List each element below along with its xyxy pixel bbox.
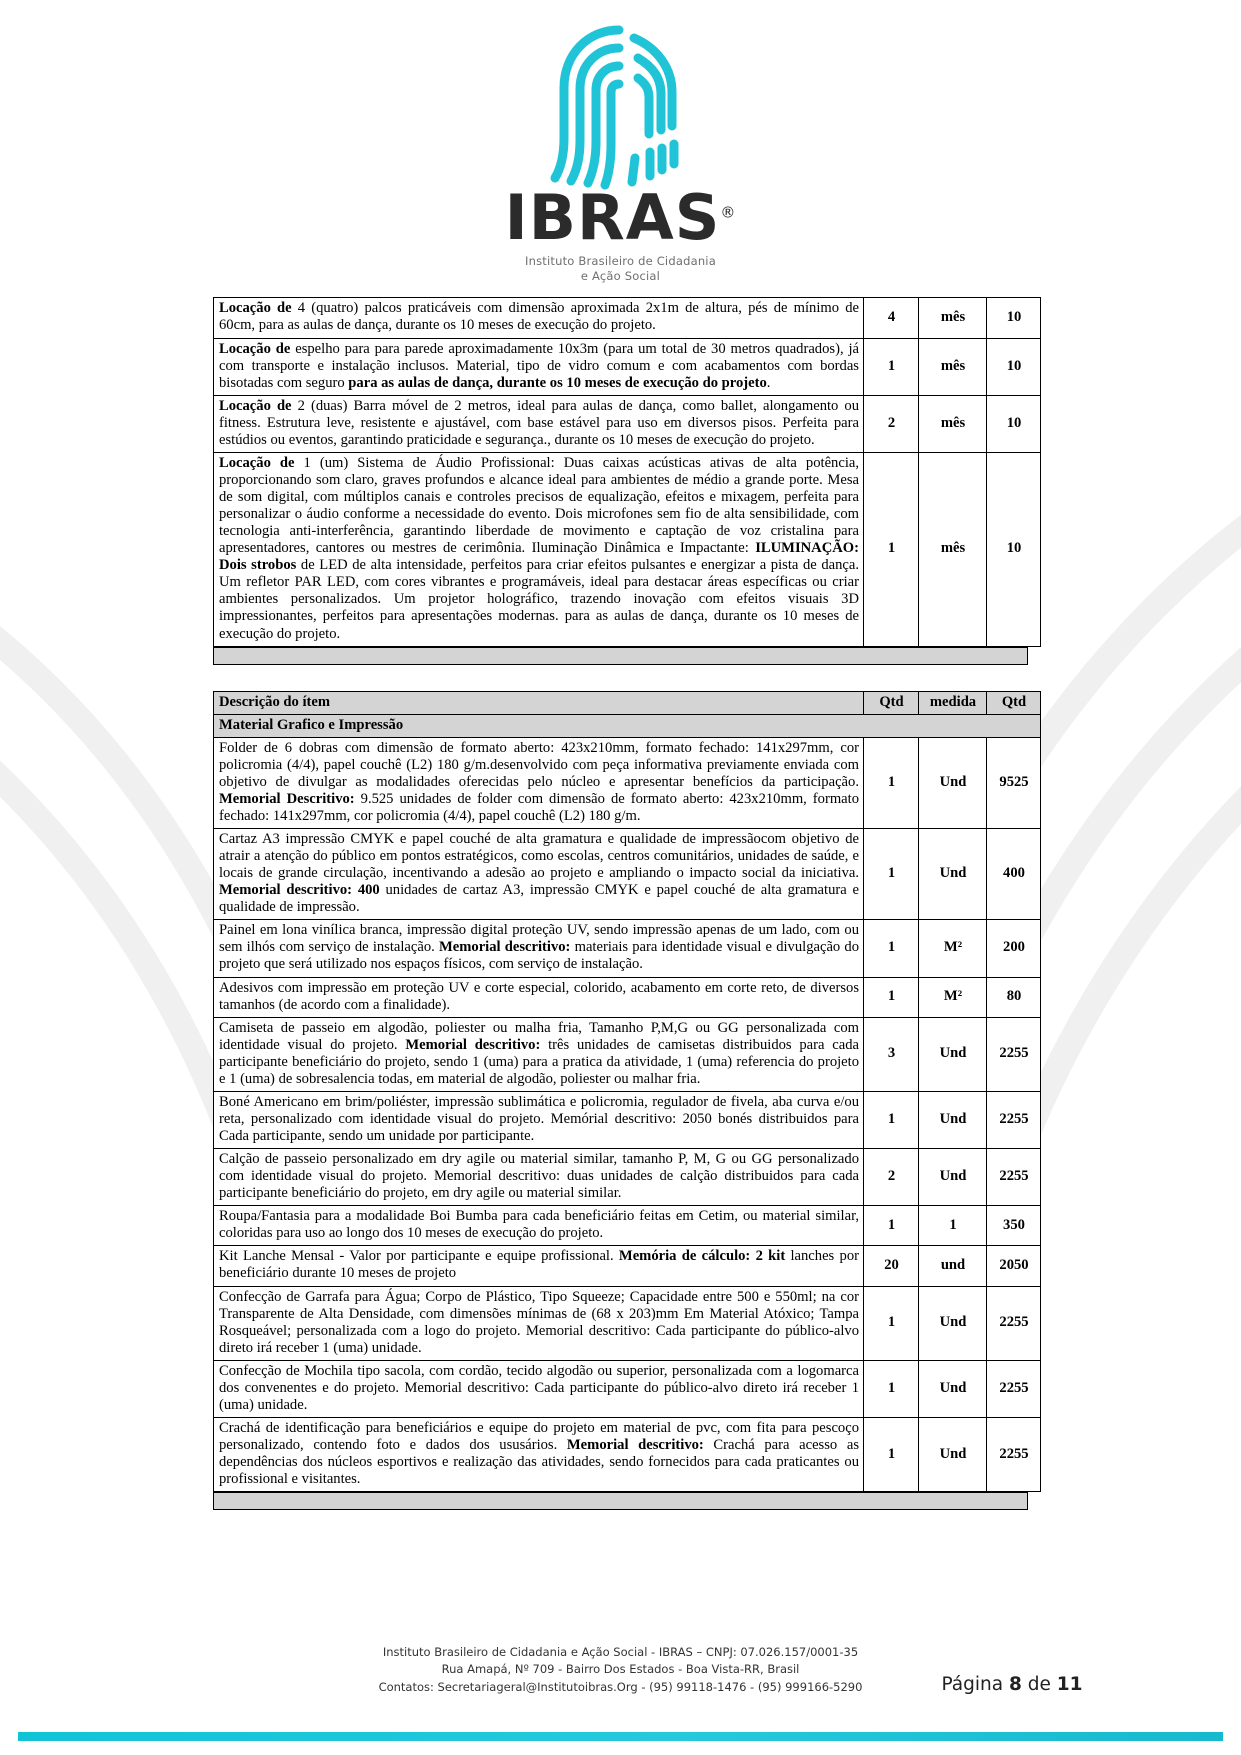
item-qtd-total: 2255 bbox=[987, 1017, 1041, 1091]
table-section-row bbox=[214, 714, 1041, 737]
locacao-table bbox=[213, 297, 1041, 646]
item-qtd-total: 350 bbox=[987, 1206, 1041, 1246]
item-description: Locação de 2 (duas) Barra móvel de 2 metros, ideal para aulas de dança, como ballet, alongamento ou fitness. Estrutura leve, resistente e ajustável, com base estável para uso em diversos pisos. Perfeita para estúdios ou eventos, garantindo praticidade e segurança., durante os 10 meses de execução do projeto. bbox=[214, 395, 864, 452]
item-qtd: 1 bbox=[864, 829, 919, 920]
description-bold-emphasis: Memorial descritivo: bbox=[405, 1036, 541, 1053]
fingerprint-icon bbox=[531, 18, 709, 193]
description-bold-emphasis: ILUMINAÇÃO: Dois strobos bbox=[219, 540, 859, 574]
table-row bbox=[214, 338, 1041, 395]
page-current: 8 bbox=[1008, 1674, 1022, 1695]
table-row bbox=[214, 737, 1041, 828]
item-medida: Und bbox=[919, 1417, 987, 1491]
table-row bbox=[214, 1149, 1041, 1206]
item-description: Confecção de Mochila tipo sacola, com cordão, tecido algodão ou superior, personalizada com a logomarca dos convenentes e do projeto. Memorial descritivo: Cada participante do público-alvo direto irá receber 1 (uma) unidade. bbox=[214, 1360, 864, 1417]
locacao-table-block bbox=[213, 297, 1028, 664]
column-header-medida: medida bbox=[919, 691, 987, 714]
item-qtd-total: 2255 bbox=[987, 1091, 1041, 1148]
item-qtd: 1 bbox=[864, 338, 919, 395]
registered-mark-icon: ® bbox=[720, 203, 737, 222]
item-qtd: 1 bbox=[864, 1091, 919, 1148]
column-header-qtd: Qtd bbox=[864, 691, 919, 714]
locacao-table-spacer bbox=[213, 647, 1028, 665]
table-row bbox=[214, 1017, 1041, 1091]
item-description: Calção de passeio personalizado em dry agile ou material similar, tamanho P, M, G ou GG personalizado com identidade visual do projeto. Memorial descritivo: duas unidades de calção distribuidos para cada participante beneficiário do projeto, em dry agile ou material similar. bbox=[214, 1149, 864, 1206]
tagline-line-2: e Ação Social bbox=[580, 269, 661, 284]
table-row bbox=[214, 1417, 1041, 1491]
item-description: Camiseta de passeio em algodão, poliester ou malha fria, Tamanho P,M,G ou GG personalizada com identidade visual do projeto. Memorial descritivo: três unidades de camisetas distribuidos para cada participante beneficiário do projeto, sendo 1 (uma) para a pratica da atividade, 1 (uma) referencia do projeto e 1 (uma) de sobresalencia todas, em material de algodão, poliester ou malhar fria. bbox=[214, 1017, 864, 1091]
table-row bbox=[214, 298, 1041, 338]
footer-accent-bar bbox=[18, 1732, 1223, 1741]
description-bold-lead: Locação de bbox=[219, 454, 295, 471]
item-qtd: 1 bbox=[864, 920, 919, 977]
item-qtd-total: 2255 bbox=[987, 1286, 1041, 1360]
spacer-cell-bottom bbox=[214, 1493, 1028, 1510]
description-bold-lead: Locação de bbox=[219, 300, 292, 317]
item-medida: und bbox=[919, 1246, 987, 1286]
table-row bbox=[214, 977, 1041, 1017]
tagline-line-1: Instituto Brasileiro de Cidadania bbox=[525, 253, 716, 268]
item-description: Painel em lona vinílica branca, impressão digital proteção UV, sendo impressão apenas de um lado, com ou sem ilhós com serviço de instalação. Memorial descritivo: materiais para identidade visual e divulgação do projeto que será utilizado nos espaços físicos, com serviço de instalação. bbox=[214, 920, 864, 977]
item-description: Locação de 4 (quatro) palcos praticáveis com dimensão aproximada 2x1m de altura, pés de mínimo de 60cm, para as aulas de dança, durante os 10 meses de execução do projeto. bbox=[214, 298, 864, 338]
footer-line-2: Rua Amapá, Nº 709 - Bairro Dos Estados - Boa Vista-RR, Brasil bbox=[441, 1662, 800, 1677]
item-qtd: 3 bbox=[864, 1017, 919, 1091]
table-row bbox=[214, 395, 1041, 452]
table-row bbox=[214, 829, 1041, 920]
table-row bbox=[214, 920, 1041, 977]
item-description: Kit Lanche Mensal - Valor por participante e equipe profissional. Memória de cálculo: 2 kit lanches por beneficiário durante 10 meses de projeto bbox=[214, 1246, 864, 1286]
page-middle: de bbox=[1021, 1674, 1057, 1695]
item-qtd-total: 10 bbox=[987, 298, 1041, 338]
item-qtd: 1 bbox=[864, 1206, 919, 1246]
table-row bbox=[214, 1286, 1041, 1360]
material-grafico-table bbox=[213, 691, 1041, 1493]
item-medida: Und bbox=[919, 1149, 987, 1206]
item-description: Locação de espelho para para parede aproximadamente 10x3m (para um total de 30 metros quadrados), já com transporte e instalação inclusos. Material, tipo de vidro comum e com acabamentos com bordas bisotadas com seguro para as aulas de dança, durante os 10 meses de execução do projeto. bbox=[214, 338, 864, 395]
item-qtd: 20 bbox=[864, 1246, 919, 1286]
item-medida: mês bbox=[919, 452, 987, 646]
item-qtd-total: 2255 bbox=[987, 1417, 1041, 1491]
item-medida: M² bbox=[919, 920, 987, 977]
description-bold-emphasis: Memorial descritivo: bbox=[566, 1437, 704, 1454]
item-qtd: 1 bbox=[864, 452, 919, 646]
item-qtd-total: 10 bbox=[987, 395, 1041, 452]
item-medida: mês bbox=[919, 298, 987, 338]
item-qtd-total: 2255 bbox=[987, 1360, 1041, 1417]
item-description: Roupa/Fantasia para a modalidade Boi Bumba para cada beneficiário feitas em Cetim, ou material similar, coloridas para uso ao longo dos 10 meses de execução do projeto. bbox=[214, 1206, 864, 1246]
item-description: Boné Americano em brim/poliéster, impressão sublimática e policromia, regulador de fivela, aba curva e/ou reta, personalizado com identidade visual do projeto. Memórial descritivo: 2050 bonés distribuidos para Cada participante, sendo um unidade por participante. bbox=[214, 1091, 864, 1148]
item-medida: Und bbox=[919, 1286, 987, 1360]
table-row bbox=[214, 1246, 1041, 1286]
table-row bbox=[214, 452, 1041, 646]
item-qtd: 1 bbox=[864, 1417, 919, 1491]
item-medida: Und bbox=[919, 829, 987, 920]
description-bold-emphasis: Memória de cálculo: 2 kit bbox=[613, 1248, 786, 1265]
item-qtd-total: 9525 bbox=[987, 737, 1041, 828]
description-bold-emphasis: Memorial Descritivo: bbox=[219, 790, 355, 807]
item-medida: Und bbox=[919, 737, 987, 828]
item-medida: Und bbox=[919, 1017, 987, 1091]
brand-text: IBRAS bbox=[504, 181, 721, 254]
footer-line-3: Contatos: Secretariageral@Institutoibras.Org - (95) 99118-1476 - (95) 999166-5290 bbox=[378, 1680, 863, 1695]
item-qtd-total: 10 bbox=[987, 338, 1041, 395]
item-qtd: 2 bbox=[864, 395, 919, 452]
table-row bbox=[214, 1091, 1041, 1148]
item-qtd-total: 10 bbox=[987, 452, 1041, 646]
item-qtd: 4 bbox=[864, 298, 919, 338]
item-qtd-total: 2255 bbox=[987, 1149, 1041, 1206]
column-header-qtd2: Qtd bbox=[987, 691, 1041, 714]
item-description: Crachá de identificação para beneficiários e equipe do projeto em material de pvc, com fita para pescoço personalizado, contendo foto e dados dos ususários. Memorial descritivo: Crachá para acesso as dependências dos núcleos esportivos e realização das atividades, sendo fornecidos para cada praticantes ou profissional e visitantes. bbox=[214, 1417, 864, 1491]
page-total: 11 bbox=[1056, 1674, 1083, 1695]
item-qtd-total: 2050 bbox=[987, 1246, 1041, 1286]
table-row bbox=[214, 1206, 1041, 1246]
item-medida: 1 bbox=[919, 1206, 987, 1246]
description-bold-lead: Locação de bbox=[219, 397, 292, 414]
section-title-material-grafico: Material Grafico e Impressão bbox=[214, 714, 1041, 737]
brand-tagline bbox=[505, 254, 737, 285]
table-row bbox=[214, 1360, 1041, 1417]
item-medida: M² bbox=[919, 977, 987, 1017]
page-number bbox=[941, 1674, 1082, 1695]
item-qtd: 1 bbox=[864, 737, 919, 828]
item-qtd: 1 bbox=[864, 1360, 919, 1417]
item-description: Locação de 1 (um) Sistema de Áudio Profissional: Duas caixas acústicas ativas de alta potência, proporcionando som claro, graves profundos e alcance ideal para ambientes de médio a grande porte. Mesa de som digital, com múltiplos canais e controles precisos de equalização, efeitos e mixagem, perfeita para personalizar o áudio conforme a necessidade do evento. Dois microfones sem fio de alta sensibilidade, com tecnologia anti-interferência, garantindo liberdade de movimento e captação de voz cristalina para apresentadores, cantores ou mestres de cerimônia. Iluminação Dinâmica e Impactante: ILUMINAÇÃO: Dois strobos de LED de alta intensidade, perfeitos para criar efeitos pulsantes e energizar a pista de dança. Um refletor PAR LED, com cores vibrantes e programáveis, ideal para destacar áreas específicas ou criar ambientes personalizados. Um projetor holográfico, trazendo inovação com efeitos visuais 3D impressionantes, perfeitos para apresentações modernas. para as aulas de dança, durante os 10 meses de execução do projeto. bbox=[214, 452, 864, 646]
item-description: Adesivos com impressão em proteção UV e corte especial, colorido, acabamento em corte reto, de diversos tamanhos (de acordo com a finalidade). bbox=[214, 977, 864, 1017]
material-table-spacer bbox=[213, 1492, 1028, 1510]
brand-wordmark bbox=[504, 181, 737, 254]
item-description: Cartaz A3 impressão CMYK e papel couché de alta gramatura e qualidade de impressãocom objetivo de atrair a atenção do público em pontos estratégicos, como escolas, centros comunitários, unidades de saúde, e locais de grande circulação, incentivando a adesão ao projeto e ampliando o impacto social da iniciativa. Memorial descritivo: 400 unidades de cartaz A3, impressão CMYK e papel couché de alta gramatura e qualidade de impressão. bbox=[214, 829, 864, 920]
document-header bbox=[0, 0, 1241, 285]
description-bold-emphasis: Memorial descritivo: 400 bbox=[219, 882, 380, 899]
page-prefix: Página bbox=[941, 1674, 1009, 1695]
table-spacer-row-bottom bbox=[214, 1493, 1028, 1510]
item-qtd-total: 200 bbox=[987, 920, 1041, 977]
document-footer bbox=[0, 1644, 1241, 1697]
item-medida: mês bbox=[919, 338, 987, 395]
item-qtd-total: 400 bbox=[987, 829, 1041, 920]
item-medida: Und bbox=[919, 1091, 987, 1148]
table-gap bbox=[0, 665, 1241, 691]
ibras-logo bbox=[505, 18, 737, 285]
item-qtd: 1 bbox=[864, 977, 919, 1017]
table-header-row bbox=[214, 691, 1041, 714]
footer-line-1: Instituto Brasileiro de Cidadania e Ação Social - IBRAS – CNPJ: 07.026.157/0001-35 bbox=[382, 1644, 859, 1659]
material-table-block bbox=[213, 691, 1028, 1511]
description-bold-emphasis: Memorial descritivo: bbox=[439, 939, 571, 956]
item-qtd-total: 80 bbox=[987, 977, 1041, 1017]
spacer-cell bbox=[214, 647, 1028, 664]
item-medida: Und bbox=[919, 1360, 987, 1417]
table-spacer-row bbox=[214, 647, 1028, 664]
item-description: Folder de 6 dobras com dimensão de formato aberto: 423x210mm, formato fechado: 141x297mm, cor policromia (4/4), papel couchê (L2) 180 g/m.desenvolvido com peça informativa previamente enviada com objetivo de divulgar as modalidades oferecidas pelo núcleo e apresentar benefícios da participação. Memorial Descritivo: 9.525 unidades de folder com dimensão de formato aberto: 423x210mm, formato fechado: 141x297mm, cor policromia (4/4), papel couchê (L2) 180 g/m. bbox=[214, 737, 864, 828]
item-qtd: 2 bbox=[864, 1149, 919, 1206]
description-bold-tail: para as aulas de dança, durante os 10 meses de execução do projeto bbox=[348, 374, 767, 391]
item-description: Confecção de Garrafa para Água; Corpo de Plástico, Tipo Squeeze; Capacidade entre 500 e 550ml; na cor Transparente de Alta Densidade, com dimensões mínimas de (68 x 203)mm Em Material Atóxico; Tampa Rosqueável; personalizada com a logo do projeto. Memorial descritivo: Cada participante do público-alvo direto irá receber 1 (uma) unidade. bbox=[214, 1286, 864, 1360]
description-bold-lead: Locação de bbox=[219, 340, 291, 357]
item-medida: mês bbox=[919, 395, 987, 452]
column-header-description: Descrição do ítem bbox=[214, 691, 864, 714]
item-qtd: 1 bbox=[864, 1286, 919, 1360]
